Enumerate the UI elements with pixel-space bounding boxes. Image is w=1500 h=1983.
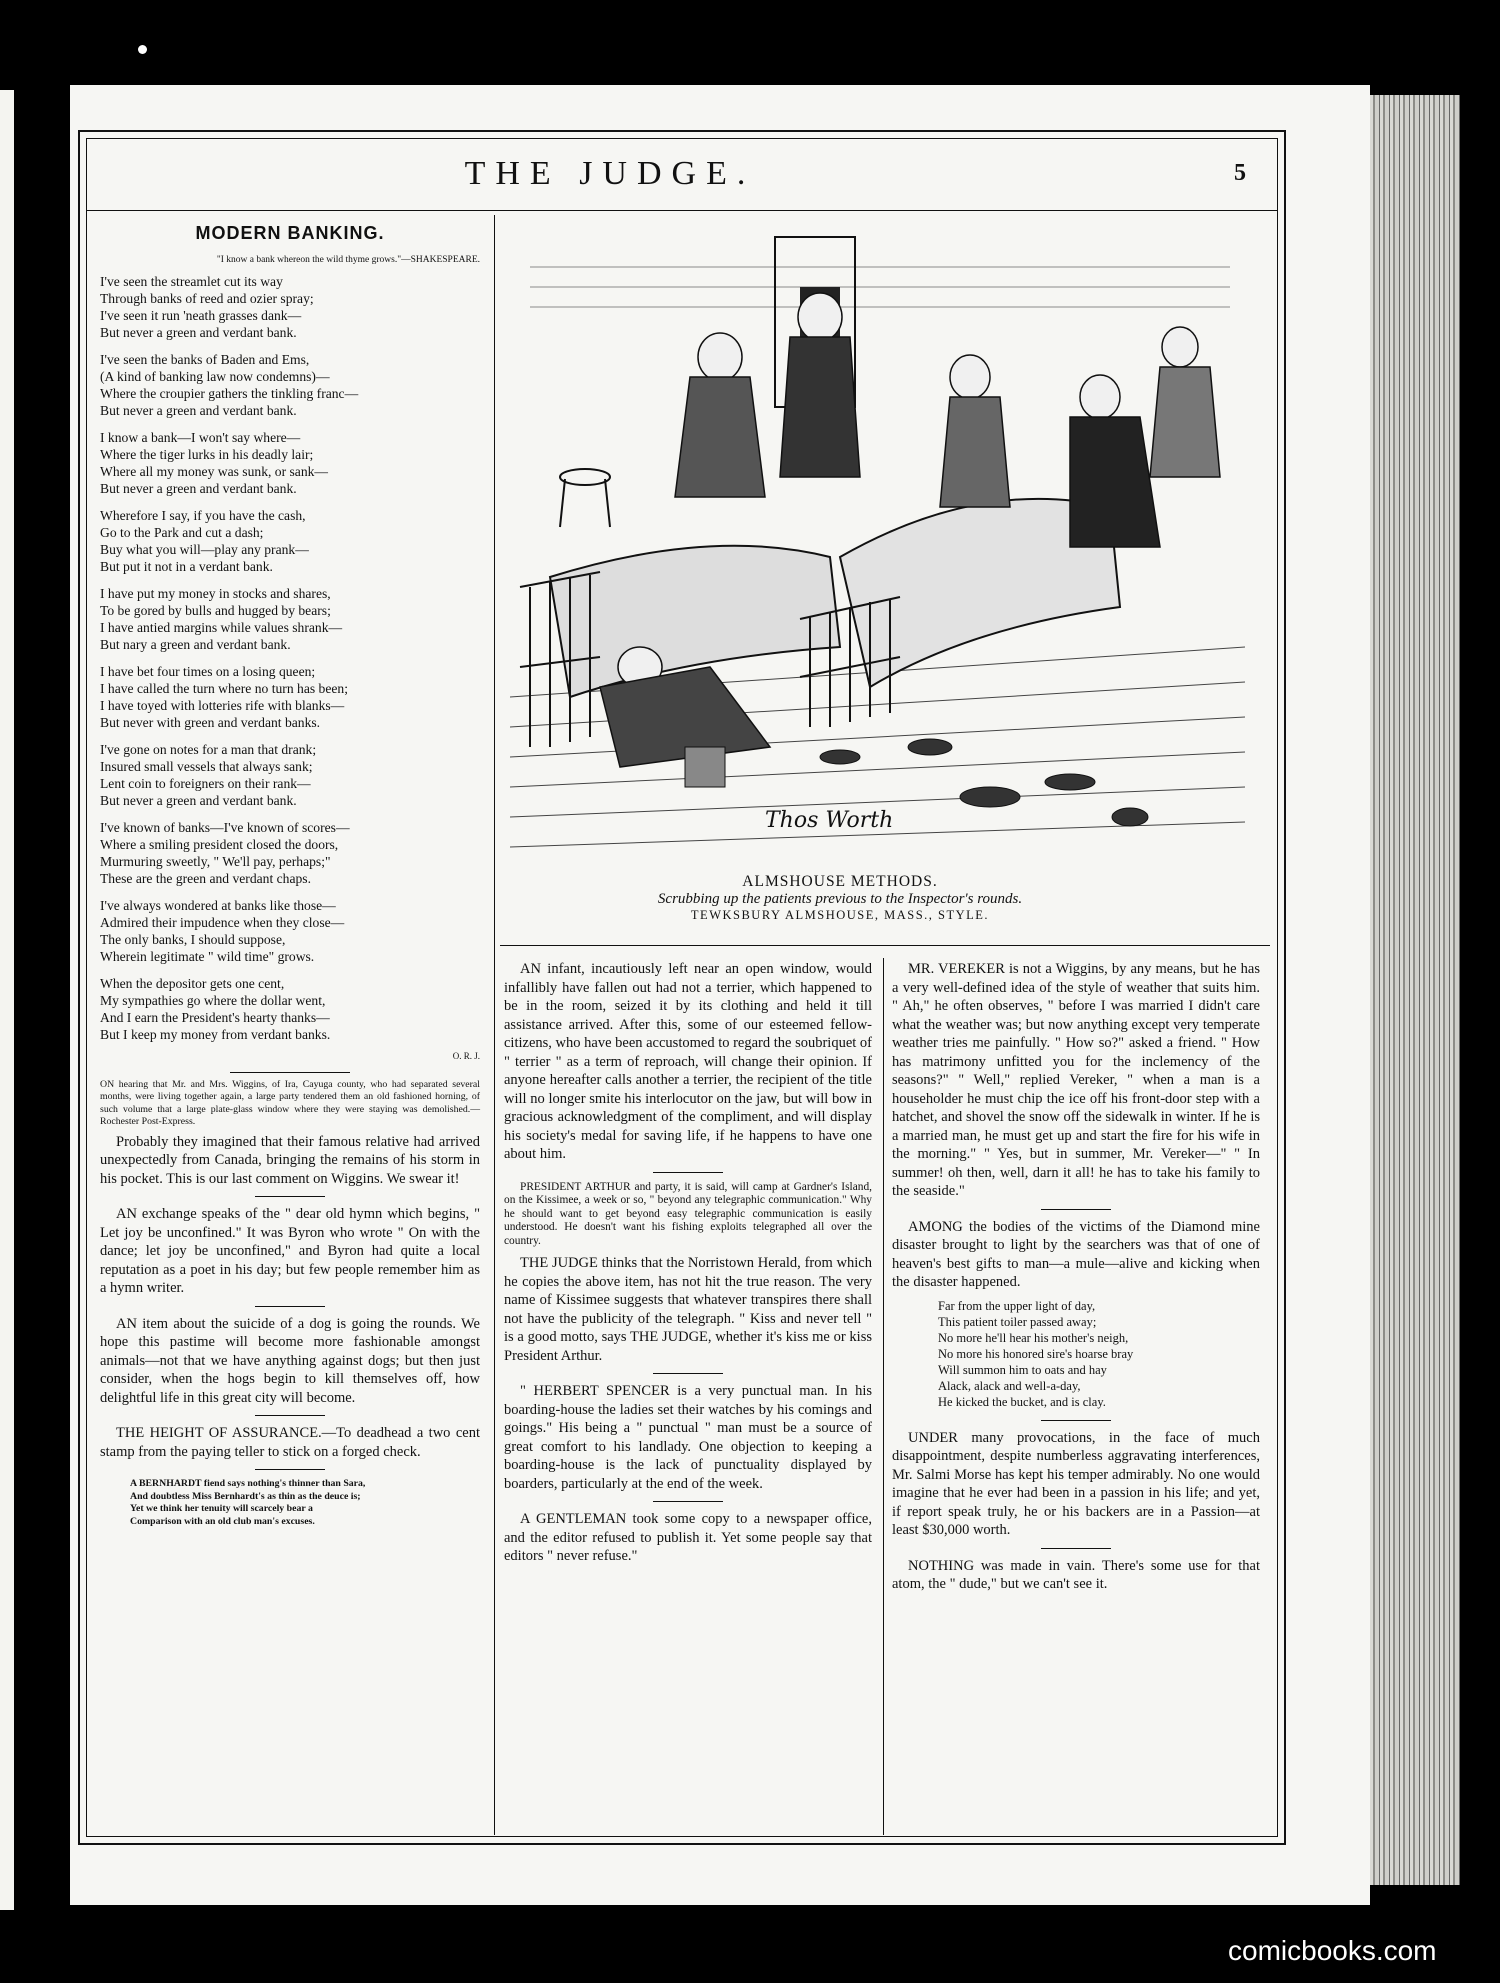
poem-signature: O. R. J. (452, 1051, 480, 1061)
poem-line: Admired their impudence when they close— (100, 915, 345, 930)
poem-line: I have bet four times on a losing queen; (100, 664, 316, 679)
poem-line: But never a green and verdant bank. (100, 793, 297, 808)
poem-stanza (100, 975, 480, 1043)
poem-line: Buy what you will—play any prank— (100, 542, 309, 557)
poem-stanza (100, 429, 480, 497)
poem-line: But I keep my money from verdant banks. (100, 1027, 331, 1042)
right-column (892, 960, 1260, 1598)
poem-epigraph: "I know a bank whereon the wild thyme grows."—SHAKESPEARE. (216, 254, 480, 265)
vereker-paragraph: MR. VEREKER is not a Wiggins, by any means, but he has a very well-defined idea of the style of weather that suits him. " Ah," he often observes, " before I was married I didn't care what the weather was; but now anything except very temperate weather tries me painfully. " How so?" asked a friend. " How has matrimony unfitted you for the inclemency of the seasons?" " Well," replied Vereker, " when a man is a householder he must chip the ice off his front-door step with a hatchet, and shovel the snow off the sidewalk in winter. If he is a married man, he must get up and start the fire for his wife in the morning." " Yes, but in summer, Mr. Vereker—" " In summer! oh then, well, darn it all! he has to take his family to the seaside." (892, 961, 1260, 1199)
mule-poem: Far from the upper light of day, This patient toiler passed away; No more he'll hear his mother's neigh, No more his honored sire's hoarse bray Will summon him to oats and hay Alack, alack and well-a-day, He kicked the bucket, and is clay. (938, 1298, 1134, 1409)
caption-subtitle: Scrubbing up the patients previous to the Inspector's rounds. (657, 891, 1023, 907)
poem-line: I've seen it run 'neath grasses dank— (100, 308, 302, 323)
poem-line: I have toyed with lotteries rife with blanks— (100, 698, 345, 713)
poem-line: Lent coin to foreigners on their rank— (100, 776, 311, 791)
poem-line: Where a smiling president closed the doors, (100, 837, 339, 852)
masthead-rule (86, 210, 1278, 211)
caption-rule (500, 945, 1270, 946)
poem-line: Murmuring sweetly, " We'll pay, perhaps;" (100, 854, 331, 869)
poem-line: I've seen the streamlet cut its way (100, 274, 283, 289)
poem-line: My sympathies go where the dollar went, (100, 993, 326, 1008)
poem-line: I've known of banks—I've known of scores— (100, 820, 350, 835)
dude-paragraph: NOTHING was made in vain. There's some use for that atom, the " dude," but we can't see it. (892, 1557, 1260, 1592)
artist-signature: Thos Worth (765, 808, 894, 833)
poem-stanzas (100, 273, 480, 1043)
poem-line: I know a bank—I won't say where— (100, 430, 301, 445)
column-rule-1 (494, 215, 495, 1835)
poem-line: I've gone on notes for a man that drank; (100, 742, 317, 757)
poem-line: Where the croupier gathers the tinkling franc— (100, 386, 359, 401)
poem-line: But never with green and verdant banks. (100, 715, 321, 730)
poem-line: And I earn the President's hearty thanks— (100, 1010, 330, 1025)
poem-line: These are the green and verdant chaps. (100, 871, 311, 886)
bernhardt-verse: A BERNHARDT fiend says nothing's thinner than Sara, And doubtless Miss Bernhardt's as thin as the deuce is; Yet we think her tenuity will scarcely bear a Comparison with an old club man's excuses. (130, 1478, 366, 1527)
poem-line: I have called the turn where no turn has been; (100, 681, 348, 696)
page-edges (1370, 95, 1460, 1885)
almshouse-illustration (510, 227, 1245, 859)
poem-stanza (100, 351, 480, 419)
poem-line: But never a green and verdant bank. (100, 403, 297, 418)
poem-stanza (100, 897, 480, 965)
poem-stanza (100, 819, 480, 887)
assurance-paragraph: THE HEIGHT OF ASSURANCE.—To deadhead a two cent stamp from the paying teller to stick on a forged check. (100, 1425, 480, 1460)
poem-line: But never a green and verdant bank. (100, 481, 297, 496)
caption-location: TEWKSBURY ALMSHOUSE, MASS., STYLE. (690, 908, 990, 922)
poem-line: But nary a green and verdant bank. (100, 637, 291, 652)
poem-line: I've seen the banks of Baden and Ems, (100, 352, 310, 367)
mine-paragraph: AMONG the bodies of the victims of the Diamond mine disaster brought to light by the searchers was that of one of heaven's best gifts to man—a mule—alive and kicking when the disaster happened. (892, 1218, 1260, 1290)
poem-line: Go to the Park and cut a dash; (100, 525, 264, 540)
poem-line: Where all my money was sunk, or sank— (100, 464, 329, 479)
poem-line: But never a green and verdant bank. (100, 325, 297, 340)
editor-paragraph: A GENTLEMAN took some copy to a newspaper office, and the editor refused to publish it. Yet some people say that editors " never refuse." (504, 1511, 872, 1565)
poem-line: When the depositor gets one cent, (100, 976, 285, 991)
poem-line: The only banks, I should suppose, (100, 932, 286, 947)
hymn-paragraph: AN exchange speaks of the " dear old hymn which begins, " Let joy be unconfined." It was Byron who wrote " On with the dance; let joy be unconfined," and Byron had quite a local reputation as a poet in his day; but few people remember him as a hymn writer. (100, 1206, 480, 1296)
infant-paragraph: AN infant, incautiously left near an open window, would infallibly have fallen out had not a terrier, which happened to be in the room, seized it by its clothing and held it till assistance arrived. After this, some of our esteemed fellow-citizens, who have been accustomed to regard the soubriquet of " terrier " as a term of reproach, will change their opinion. If anyone hereafter calls another a terrier, the recipient of the title will no longer smite his interlocutor on the jaw, but will bow in gracious acknowledgment of the compliment, and will display his society's medal for saving life, if he happens to have one about him. (504, 961, 873, 1162)
dog-paragraph: AN item about the suicide of a dog is going the rounds. We hope this pastime will become more fashionable amongst animals—not that we have anything against dogs; but then just consider, when the hogs begin to kill themselves off, how delightful life in this great city will become. (100, 1315, 480, 1406)
arthur-paragraph: PRESIDENT ARTHUR and party, it is said, will camp at Gardner's Island, on the Kissimee, a week or so, " beyond any telegraphic communication." Why he should want to get beyond easy telegraphic communication is easily understood. He doesn't want his fishing exploits telegraphed all over the country. (504, 1180, 872, 1247)
previous-page-edge (0, 90, 14, 1910)
poem-line: Wherein legitimate " wild time" grows. (100, 949, 315, 964)
poem-line: Wherefore I say, if you have the cash, (100, 508, 306, 523)
poem-line: To be gored by bulls and hugged by bears; (100, 603, 331, 618)
poem-stanza (100, 663, 480, 731)
poem-line: I have put my money in stocks and shares, (100, 586, 331, 601)
spencer-paragraph: " HERBERT SPENCER is a very punctual man. In his boarding-house the ladies set their watches by his comings and goings." His being a " punctual " man must be a source of great comfort to his landlady. One objection to keeping a boarding-house is the lack of punctuality displayed by boarders, particularly at the end of the week. (504, 1383, 872, 1492)
masthead: THE JUDGE. (464, 155, 756, 192)
poem-line: I've always wondered at banks like those— (100, 898, 336, 913)
norristown-paragraph: THE JUDGE thinks that the Norristown Herald, from which he copies the above item, has not hit the true reason. The very name of Kissimee suggests that whatever transpires there shall not have the publicity of the telegraph. " Kiss and never tell " is a good motto, says THE JUDGE, whether it's kiss me or kiss President Arthur. (504, 1255, 872, 1364)
illustration-caption (490, 873, 1190, 923)
caption-title: ALMSHOUSE METHODS. (742, 873, 938, 890)
page-number: 5 (1234, 160, 1246, 186)
poem-line: (A kind of banking law now condemns)— (100, 369, 330, 384)
scan-speck (138, 45, 147, 54)
poem-stanza (100, 741, 480, 809)
morse-paragraph: UNDER many provocations, in the face of much disappointment, despite numberless aggravating interferences, Mr. Salmi Morse has kept his temper admirably. No one would imagine that he ever had been in a passion in his life; and yet, if report speak truly, he or his backers are in a Passion—at least $30,000 worth. (892, 1429, 1260, 1538)
poem-line: But put it not in a verdant bank. (100, 559, 273, 574)
poem-stanza (100, 507, 480, 575)
column-rule-2 (883, 958, 884, 1835)
poem-title: MODERN BANKING. (195, 223, 385, 243)
poem-stanza (100, 585, 480, 653)
poem-line: Where the tiger lurks in his deadly lair; (100, 447, 314, 462)
poem-line: Through banks of reed and ozier spray; (100, 291, 314, 306)
wiggins-quote: ON hearing that Mr. and Mrs. Wiggins, of Ira, Cayuga county, who had separated several months, were living together again, a large party tendered them an old fashioned horning, of such volume that a large plate-glass window where they were staying was demolished.—Rochester Post-Express. (100, 1078, 480, 1127)
poem-stanza (100, 273, 480, 341)
middle-column (504, 960, 872, 1570)
wiggins-comment: Probably they imagined that their famous relative had arrived unexpectedly from Canada, bringing the remains of his storm in his pocket. This is our last comment on Wiggins. We swear it! (100, 1133, 480, 1187)
watermark: comicbooks.com (1228, 1935, 1437, 1966)
left-column (100, 224, 480, 1528)
poem-line: Insured small vessels that always sank; (100, 759, 313, 774)
poem-line: I have antied margins while values shrank— (100, 620, 343, 635)
